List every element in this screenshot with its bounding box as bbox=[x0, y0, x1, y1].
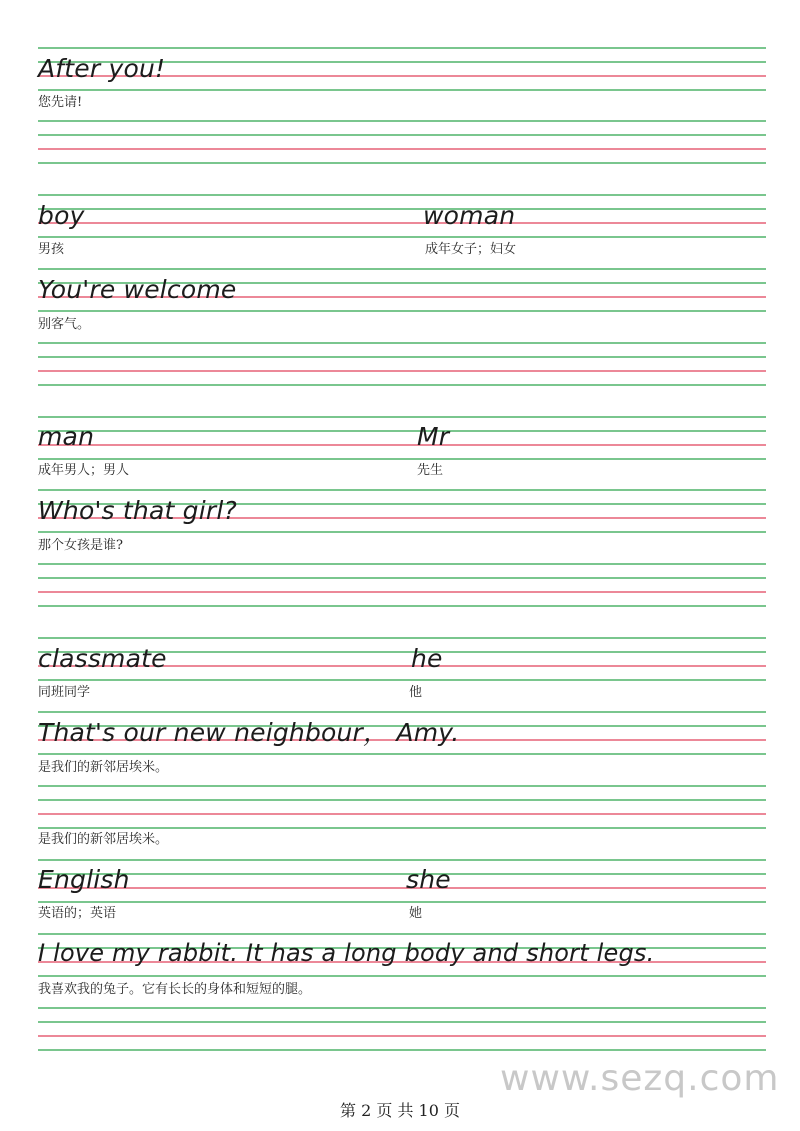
word-chinese: 她 bbox=[409, 906, 423, 921]
word-english: he bbox=[411, 644, 443, 673]
phrase-chinese: 那个女孩是谁? bbox=[38, 538, 123, 553]
phrase-chinese: 您先请! bbox=[38, 95, 83, 110]
word-chinese: 同班同学 bbox=[38, 685, 91, 700]
word-chinese: 男孩 bbox=[38, 242, 65, 257]
phrase-english: You're welcome bbox=[38, 275, 237, 304]
word-english: she bbox=[406, 865, 451, 894]
word-chinese: 英语的；英语 bbox=[38, 906, 117, 921]
page-number-footer: 第 2 页 共 10 页 bbox=[340, 1101, 460, 1120]
word-chinese: 成年女子；妇女 bbox=[425, 242, 517, 257]
word-english: classmate bbox=[38, 644, 167, 673]
phrase-chinese: 别客气。 bbox=[38, 317, 91, 332]
phrase-chinese: 是我们的新邻居埃米。 bbox=[38, 760, 169, 775]
phrase-chinese: 我喜欢我的兔子。它有长长的身体和短短的腿。 bbox=[38, 982, 312, 997]
word-english: boy bbox=[38, 201, 85, 230]
word-chinese: 他 bbox=[409, 685, 423, 700]
phrase-english: I love my rabbit. It has a long body and short legs. bbox=[38, 939, 655, 967]
phrase-english: Who's that girl? bbox=[38, 496, 237, 525]
watermark: www.sezq.com bbox=[500, 1058, 780, 1099]
word-english: man bbox=[38, 422, 95, 451]
word-english: Mr bbox=[417, 422, 450, 451]
phrase-english: That's our new neighbour， Amy. bbox=[38, 718, 460, 747]
extra-translation: 是我们的新邻居埃米。 bbox=[38, 832, 169, 847]
word-english: English bbox=[38, 865, 130, 894]
phrase-english: After you! bbox=[38, 54, 166, 83]
word-english: woman bbox=[423, 201, 516, 230]
word-chinese: 先生 bbox=[417, 463, 444, 478]
word-chinese: 成年男人；男人 bbox=[38, 463, 130, 478]
